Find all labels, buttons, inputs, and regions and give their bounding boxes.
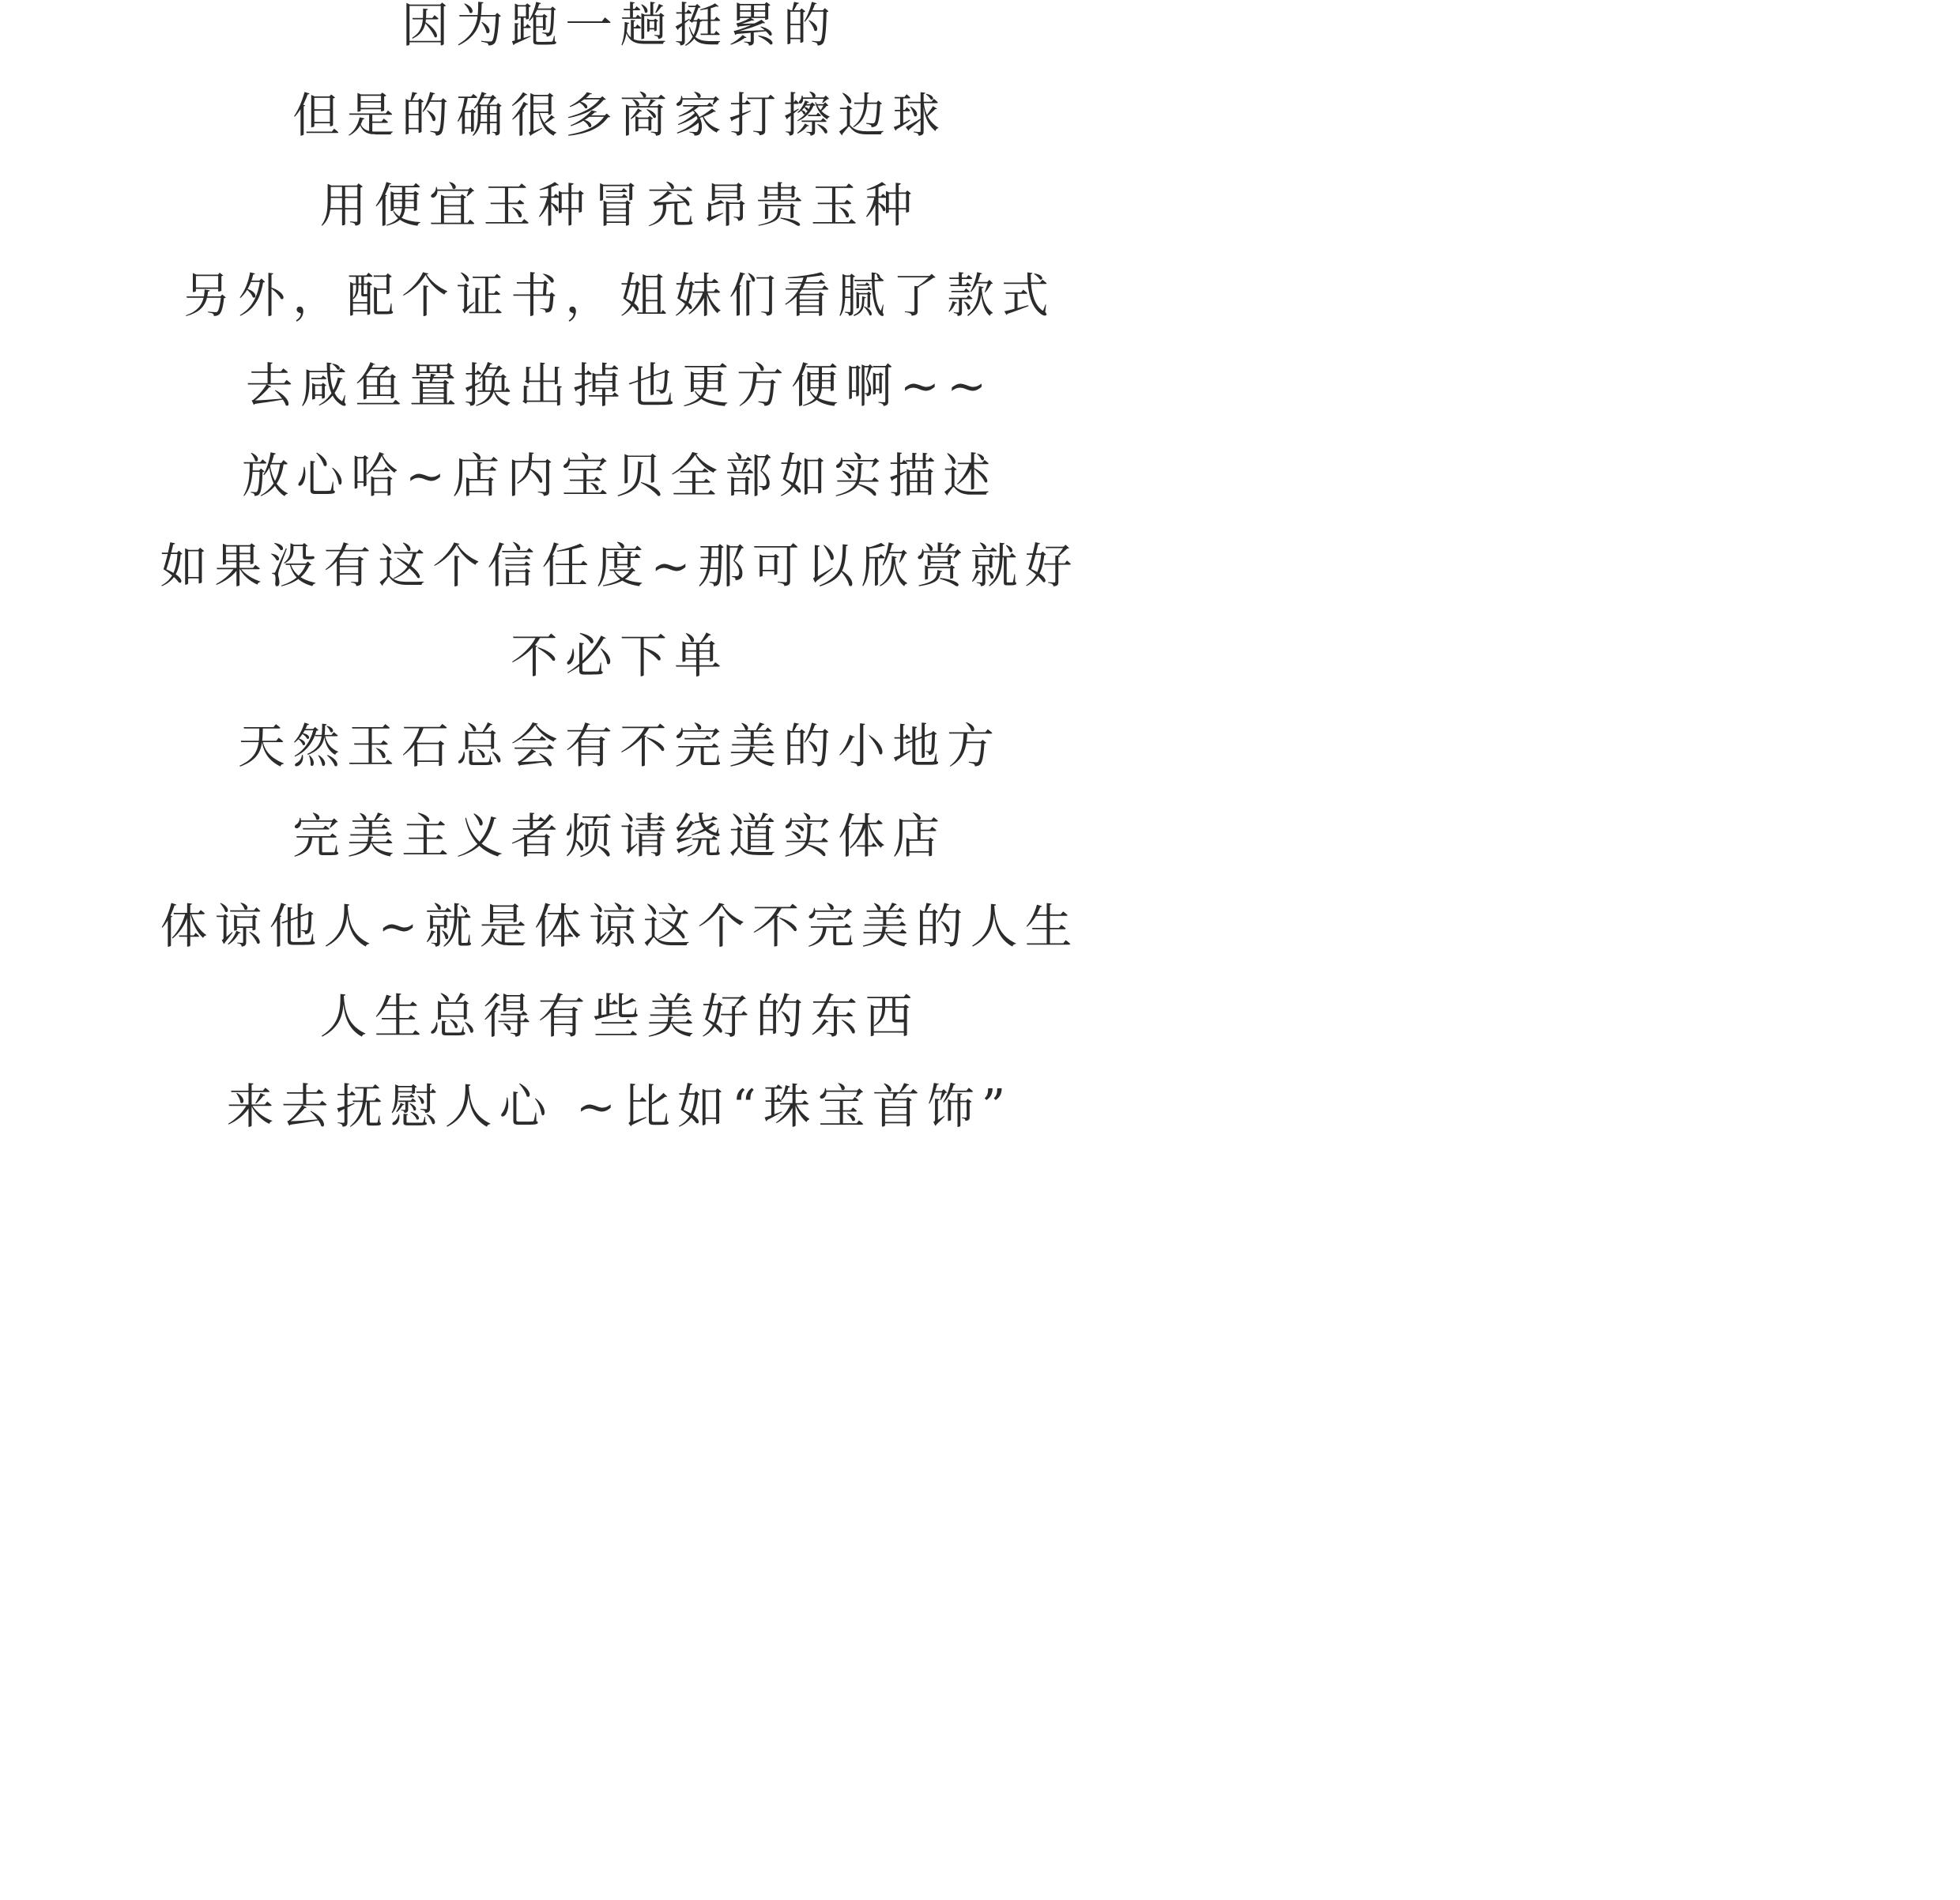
text-line: 体谅他人~就是体谅这个不完美的人生	[160, 899, 1080, 955]
text-line: 完美主义者烦请绕道实体店	[292, 809, 947, 865]
text-block	[0, 0, 1239, 1152]
text-line: 放心哈~店内宝贝全部如实描述	[241, 449, 998, 504]
text-line: 来去抚慰人心 ~比如“珠宝首饰”	[226, 1080, 1013, 1135]
text-line: 如果没有这个信任度~那可以欣赏就好	[160, 539, 1080, 594]
text-line: 另外，配个证书，姐妹们看腻了款式	[183, 269, 1056, 324]
text-line: 因为跑一趟挺累的	[401, 0, 838, 54]
text-line: 用便宜玉种冒充昂贵玉种	[319, 179, 920, 234]
text-line: 去咸鱼置换出掉也更方便啊~~	[245, 359, 994, 414]
text-line: 不必下单	[511, 629, 729, 684]
text-line: 但是的确很多商家打擦边球	[292, 89, 947, 144]
text-line: 天然玉石总会有不完美的小地方	[238, 719, 1001, 775]
text-line: 人生总得有些美好的东西	[319, 990, 920, 1045]
